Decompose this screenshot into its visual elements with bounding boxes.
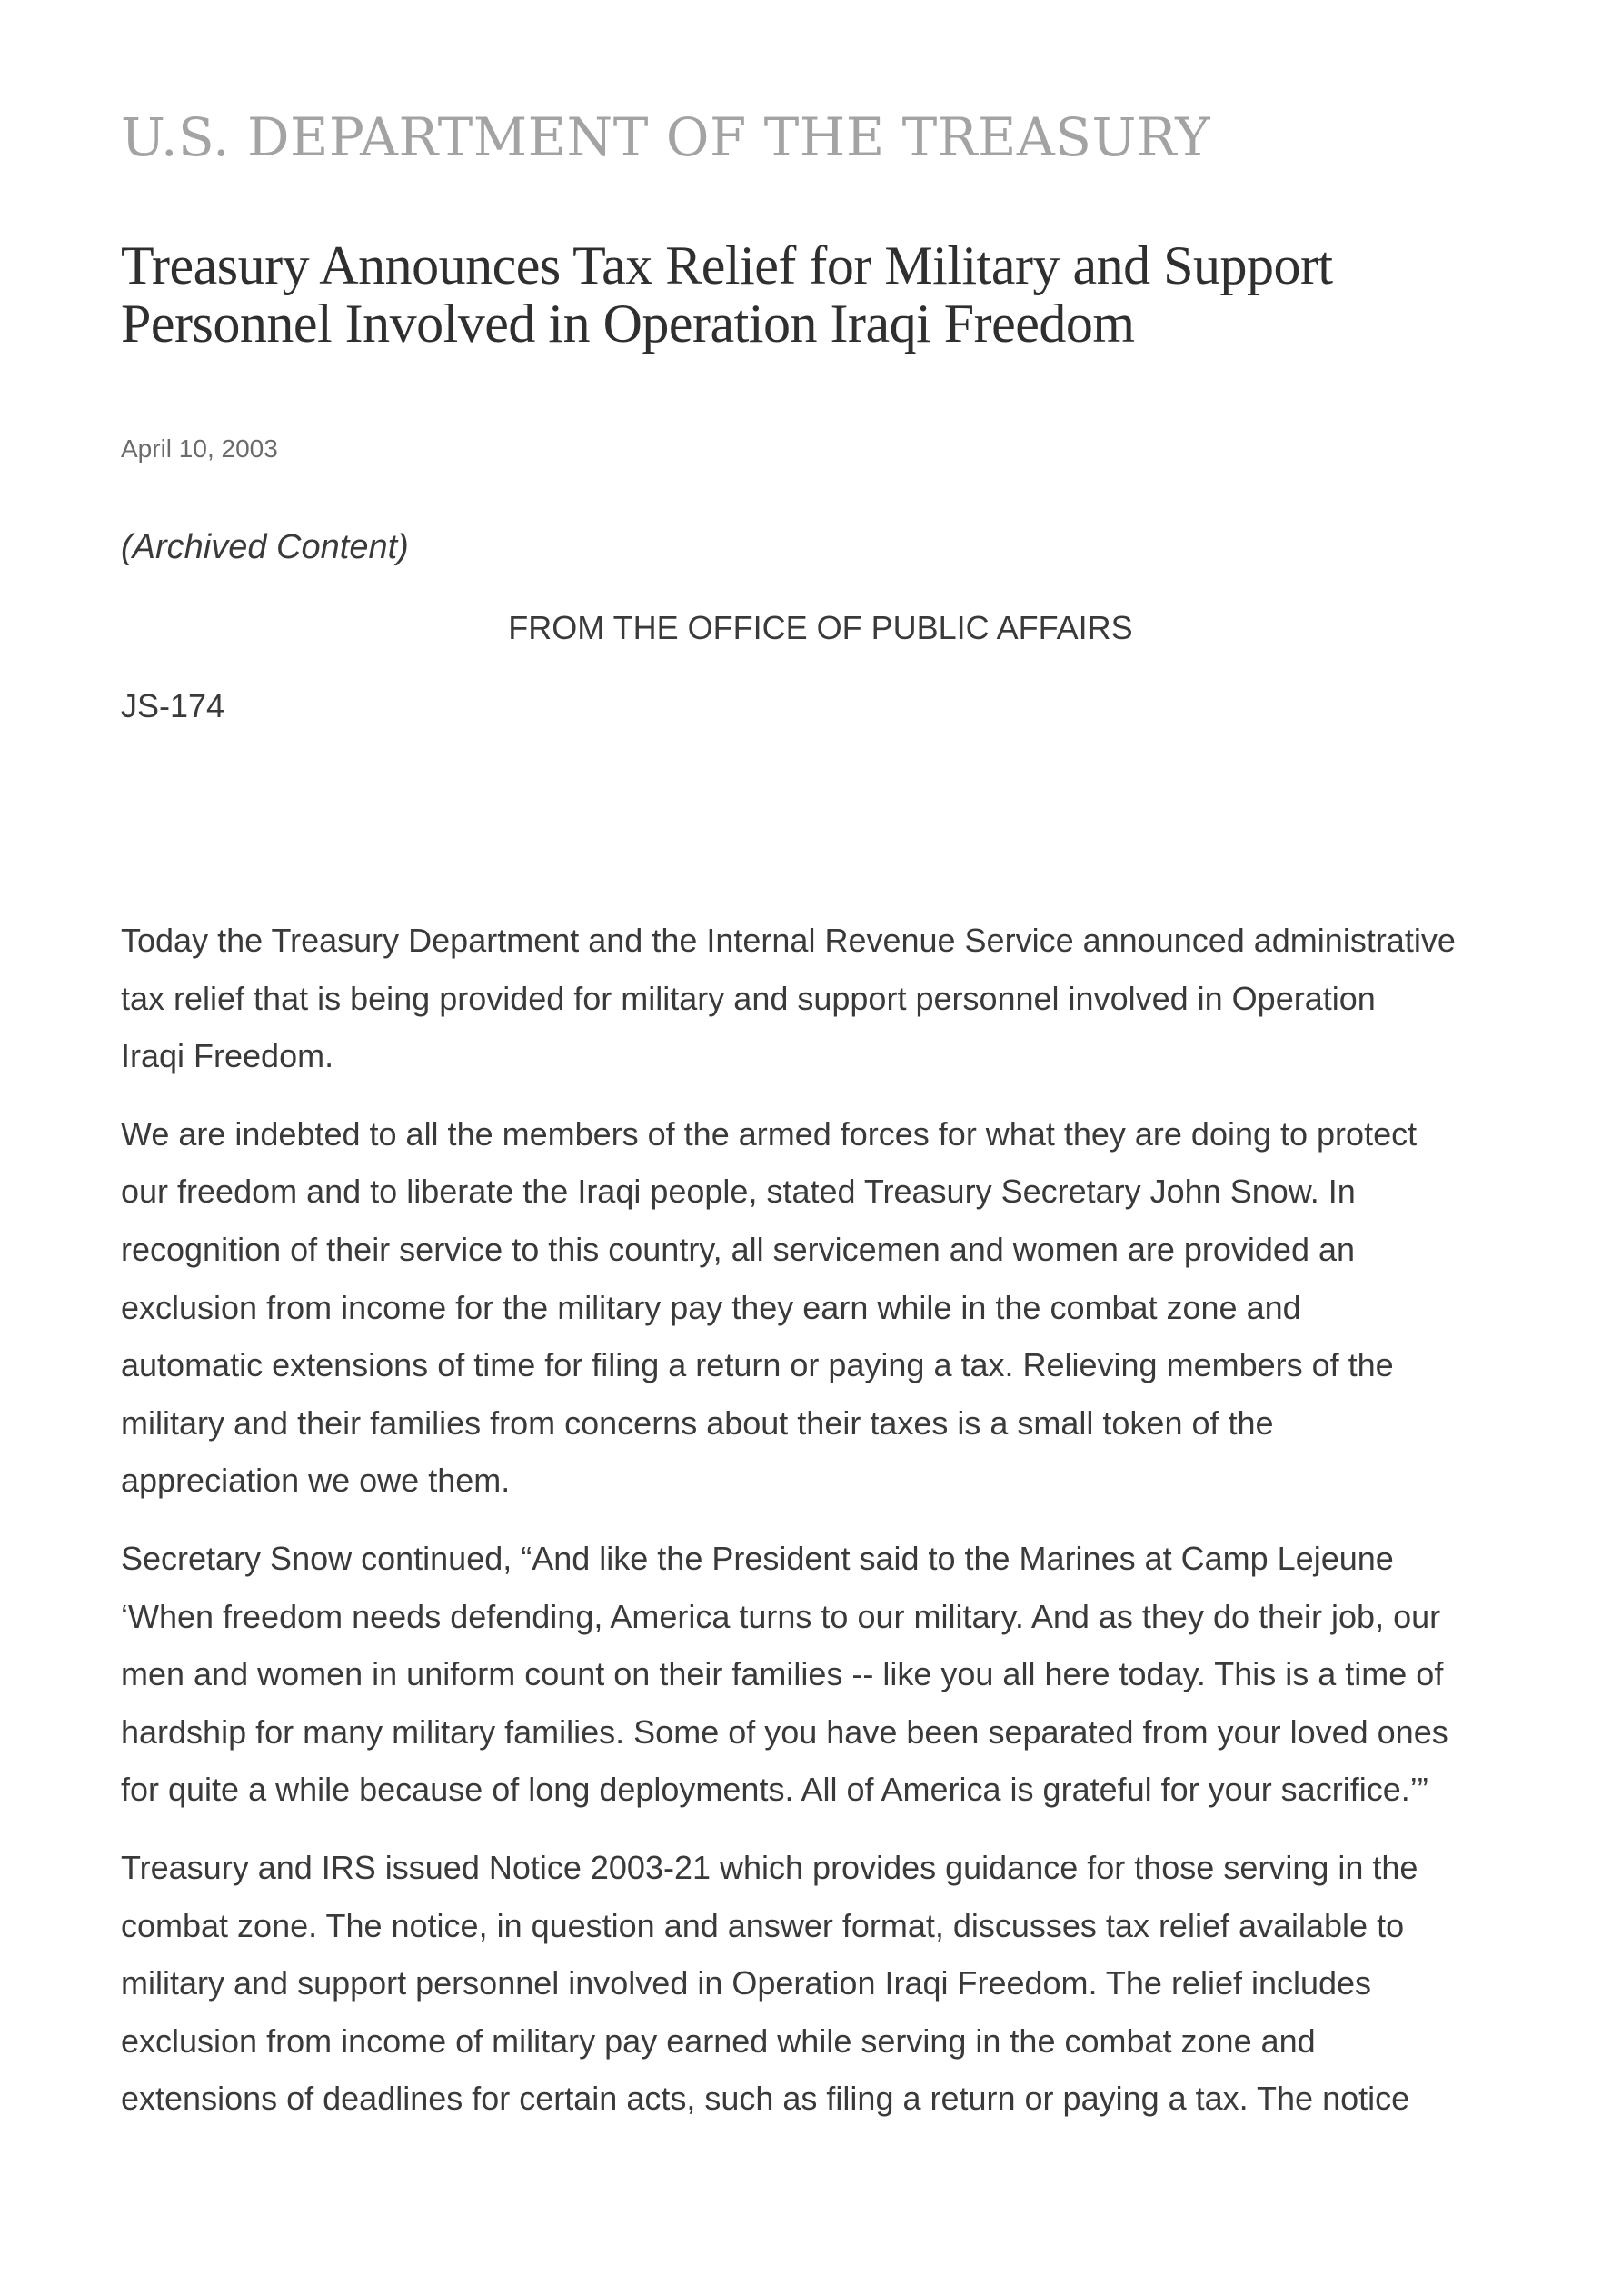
paragraph	[121, 1530, 1520, 1819]
text-line: tax relief that is being provided for military and support personnel involved in Operation	[121, 979, 1376, 1017]
paragraph	[121, 1839, 1520, 2128]
paragraph	[121, 912, 1520, 1085]
text-line: Treasury and IRS issued Notice 2003-21 which provides guidance for those serving in the	[121, 1848, 1418, 1886]
text-line: appreciation we owe them.	[121, 1462, 511, 1500]
text-line: military and support personnel involved in Operation Iraqi Freedom. The relief includes	[121, 1964, 1372, 2002]
publish-date: April 10, 2003	[121, 434, 278, 463]
text-line: Secretary Snow continued, “And like the President said to the Marines at Camp Lejeune	[121, 1539, 1394, 1577]
title-line: Personnel Involved in Operation Iraqi Freedom	[121, 294, 1135, 354]
text-line: combat zone. The notice, in question and answer format, discusses tax relief available to	[121, 1906, 1405, 1944]
office-heading: FROM THE OFFICE OF PUBLIC AFFAIRS	[508, 609, 1133, 646]
text-line: men and women in uniform count on their families -- like you all here today. This is a time of	[121, 1655, 1444, 1693]
text-line: recognition of their service to this country, all servicemen and women are provided an	[121, 1230, 1356, 1268]
text-line: exclusion from income for the military pay they earn while in the combat zone and	[121, 1288, 1301, 1326]
archived-label: (Archived Content)	[121, 528, 409, 566]
article-body	[121, 912, 1520, 2148]
agency-name: U.S. DEPARTMENT OF THE TREASURY	[121, 106, 1211, 168]
text-line: automatic extensions of time for filing a return or paying a tax. Relieving members of the	[121, 1346, 1394, 1384]
text-line: our freedom and to liberate the Iraqi people, stated Treasury Secretary John Snow. In	[121, 1173, 1356, 1211]
text-line: exclusion from income of military pay earned while serving in the combat zone and	[121, 2021, 1316, 2060]
text-line: Today the Treasury Department and the Internal Revenue Service announced administrative	[121, 922, 1456, 959]
paragraph	[121, 1105, 1520, 1510]
text-line: We are indebted to all the members of the armed forces for what they are doing to protect	[121, 1114, 1418, 1153]
text-line: hardship for many military families. Some of you have been separated from your loved ones	[121, 1712, 1448, 1751]
title-line: Treasury Announces Tax Relief for Military and Support	[121, 235, 1333, 295]
release-number: JS-174	[121, 687, 225, 724]
text-line: military and their families from concerns about their taxes is a small token of the	[121, 1403, 1274, 1442]
text-line: ‘When freedom needs defending, America turns to our military. And as they do their job, our	[121, 1597, 1441, 1635]
text-line: for quite a while because of long deployments. All of America is grateful for your sacrifice.’”	[121, 1771, 1428, 1809]
text-line: extensions of deadlines for certain acts, such as filing a return or paying a tax. The notice	[121, 2080, 1410, 2118]
page-title	[121, 236, 1538, 353]
text-line: Iraqi Freedom.	[121, 1037, 334, 1075]
